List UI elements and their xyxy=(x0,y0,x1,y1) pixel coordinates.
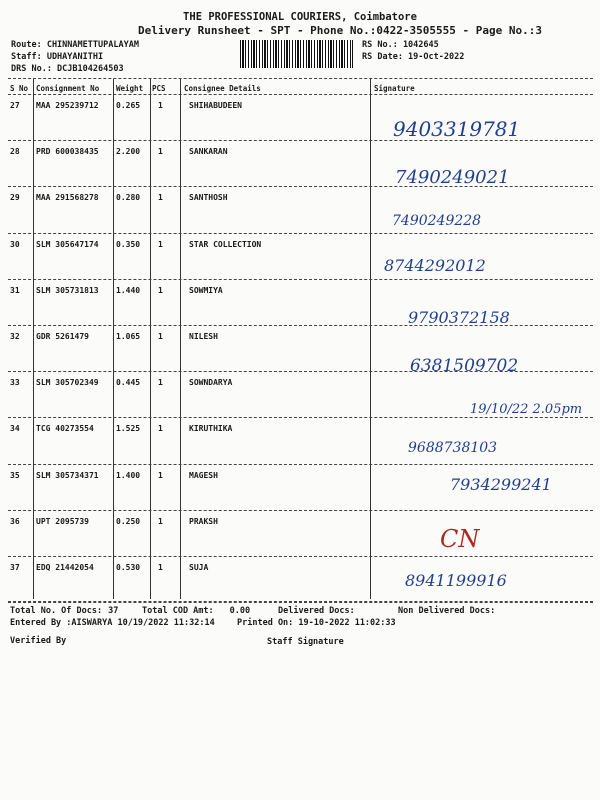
row-divider xyxy=(8,602,593,603)
staff: Staff: UDHAYANITHI xyxy=(11,52,104,62)
table-row xyxy=(0,557,600,603)
table-row xyxy=(0,141,600,187)
row-sno: 28 xyxy=(10,147,20,157)
rs-date: RS Date: 19-Oct-2022 xyxy=(362,52,465,62)
total-docs-value: 37 xyxy=(108,606,119,616)
row-consignment-no: MAA 295239712 xyxy=(36,101,99,110)
cod-value: 0.00 xyxy=(229,606,251,616)
row-pcs: 1 xyxy=(158,101,163,110)
table-row xyxy=(0,465,600,511)
row-consignment-no: SLM 305734371 xyxy=(36,470,99,480)
row-pcs: 1 xyxy=(158,239,163,249)
col-header-sno: S No xyxy=(10,84,29,93)
row-consignee: KIRUTHIKA xyxy=(189,424,233,434)
row-weight: 2.200 xyxy=(116,147,141,157)
row-consignment-no: PRD 600038435 xyxy=(36,147,99,157)
row-sno: 37 xyxy=(10,563,20,572)
row-consignment-no: MAA 291568278 xyxy=(36,193,99,203)
totals-line xyxy=(10,606,124,616)
runsheet-subtitle: Delivery Runsheet - SPT - Phone No.:0422-3505555 - Page No.:3 xyxy=(138,24,542,37)
row-signature: 19/10/22 2.05pm xyxy=(470,402,583,418)
table-row xyxy=(0,280,600,326)
row-signature: 9790372158 xyxy=(408,307,510,327)
row-sno: 35 xyxy=(10,470,20,480)
row-weight: 0.280 xyxy=(116,193,141,203)
row-signature: 6381509702 xyxy=(410,356,519,376)
row-weight: 0.265 xyxy=(116,101,141,110)
table-row xyxy=(0,95,600,141)
table-row xyxy=(0,234,600,280)
drs-number: DRS No.: DCJB104264503 xyxy=(11,64,124,74)
row-consignment-no: EDQ 21442054 xyxy=(36,563,94,572)
row-consignee: SANTHOSH xyxy=(189,193,228,203)
entered-by: Entered By :AISWARYA 10/19/2022 11:32:14 xyxy=(10,618,215,628)
row-pcs: 1 xyxy=(158,193,163,203)
row-pcs: 1 xyxy=(158,516,163,526)
cod-label: Total COD Amt: xyxy=(142,606,214,616)
total-docs-label: Total No. Of Docs: xyxy=(10,606,103,616)
row-signature: 9688738103 xyxy=(408,440,498,457)
row-consignee: STAR COLLECTION xyxy=(189,239,262,249)
col-header-signature: Signature xyxy=(374,84,415,93)
row-sno: 29 xyxy=(10,193,20,203)
staff-signature-label: Staff Signature xyxy=(267,637,344,647)
row-signature: 7490249228 xyxy=(392,213,482,230)
row-sno: 31 xyxy=(10,285,20,295)
header-rule-top xyxy=(8,78,593,79)
table-row xyxy=(0,511,600,557)
row-consignee: PRAKSH xyxy=(189,516,218,526)
printed-on: Printed On: 19-10-2022 11:02:33 xyxy=(237,618,396,628)
row-pcs: 1 xyxy=(158,378,163,388)
row-weight: 1.440 xyxy=(116,285,141,295)
col-header-weight: Weight xyxy=(116,84,144,93)
table-row xyxy=(0,326,600,376)
col-header-consignee: Consignee Details xyxy=(184,84,261,93)
row-consignment-no: SLM 305731813 xyxy=(36,285,99,295)
company-title: THE PROFESSIONAL COURIERS, Coimbatore xyxy=(183,11,417,23)
non-delivered-docs: Non Delivered Docs: xyxy=(398,606,496,616)
row-pcs: 1 xyxy=(158,147,163,157)
row-weight: 0.250 xyxy=(116,516,141,526)
verified-by: Verified By xyxy=(10,636,67,646)
row-signature: 9403319781 xyxy=(393,117,521,141)
row-sno: 34 xyxy=(10,424,20,434)
row-consignee: MAGESH xyxy=(189,470,218,480)
row-consignment-no: GDR 5261479 xyxy=(36,332,89,341)
row-weight: 0.530 xyxy=(116,563,141,572)
row-consignment-no: SLM 305647174 xyxy=(36,239,99,249)
row-pcs: 1 xyxy=(158,285,163,295)
row-consignee: SANKARAN xyxy=(189,147,228,157)
row-consignment-no: SLM 305702349 xyxy=(36,378,99,388)
row-consignee: SHIHABUDEEN xyxy=(189,101,242,110)
row-signature: 7490249021 xyxy=(395,167,510,189)
row-weight: 1.525 xyxy=(116,424,141,434)
col-header-consignment: Consignment No xyxy=(36,84,100,93)
row-sno: 32 xyxy=(10,332,20,341)
row-signature: 7934299241 xyxy=(450,474,552,494)
table-row xyxy=(0,418,600,464)
route: Route: CHINNAMETTUPALAYAM xyxy=(11,40,139,50)
row-sno: 33 xyxy=(10,378,20,388)
row-pcs: 1 xyxy=(158,332,163,341)
col-header-pcs: PCS xyxy=(152,84,166,93)
row-consignee: SOWNDARYA xyxy=(189,378,233,388)
row-consignment-no: UPT 2095739 xyxy=(36,516,89,526)
rs-number: RS No.: 1042645 xyxy=(362,40,439,50)
row-weight: 0.445 xyxy=(116,378,141,388)
row-pcs: 1 xyxy=(158,424,163,434)
table-row xyxy=(0,372,600,418)
row-consignee: NILESH xyxy=(189,332,218,341)
row-sno: 36 xyxy=(10,516,20,526)
row-signature: CN xyxy=(440,524,480,553)
row-sno: 30 xyxy=(10,239,20,249)
delivered-docs: Delivered Docs: xyxy=(278,606,355,616)
row-consignee: SUJA xyxy=(189,563,209,572)
barcode xyxy=(240,40,353,68)
row-signature: 8744292012 xyxy=(384,255,486,275)
footer-rule xyxy=(8,601,593,602)
table-row xyxy=(0,187,600,233)
cod-line xyxy=(142,606,256,616)
row-sno: 27 xyxy=(10,101,20,110)
row-consignment-no: TCG 40273554 xyxy=(36,424,94,434)
row-pcs: 1 xyxy=(158,470,163,480)
row-signature: 8941199916 xyxy=(405,571,507,590)
row-weight: 1.400 xyxy=(116,470,141,480)
row-pcs: 1 xyxy=(158,563,163,572)
row-weight: 1.065 xyxy=(116,332,141,341)
row-consignee: SOWMIYA xyxy=(189,285,223,295)
row-weight: 0.350 xyxy=(116,239,141,249)
